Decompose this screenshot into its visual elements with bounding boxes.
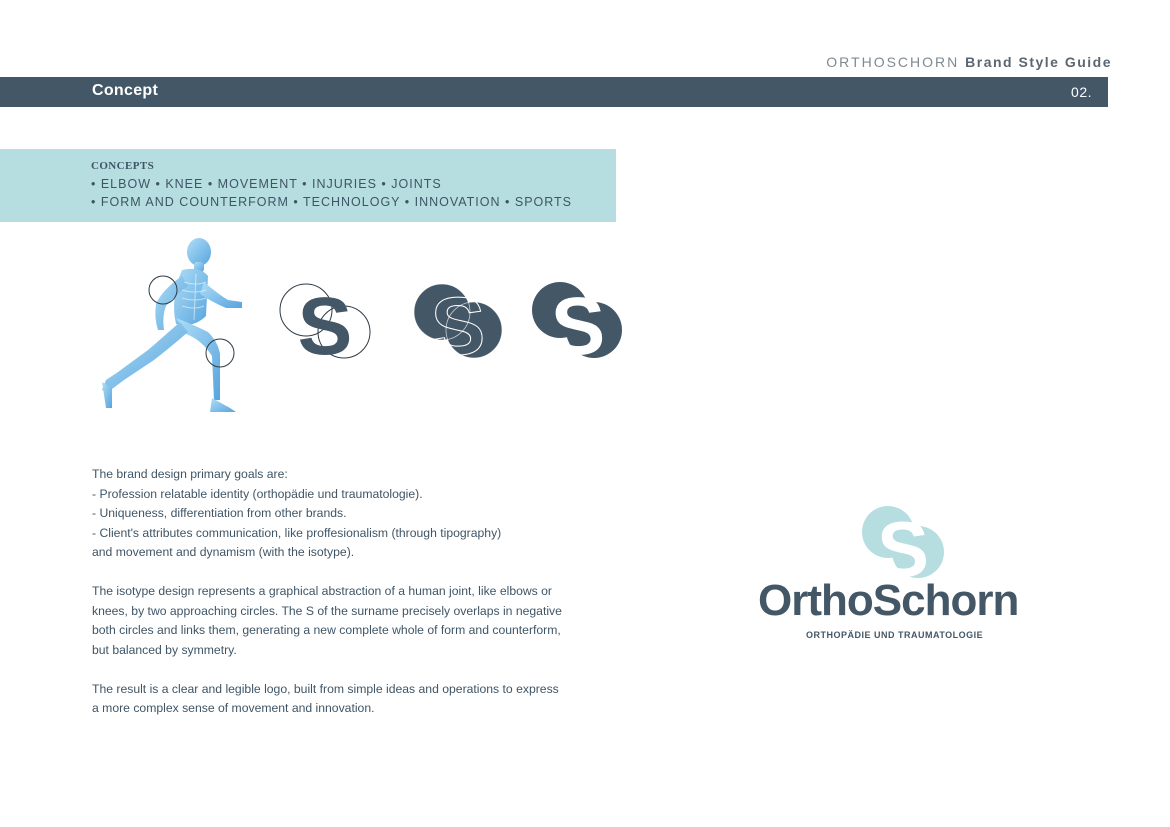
svg-text:S: S: [550, 282, 606, 362]
orthoschorn-logo: [758, 506, 1058, 646]
paragraph-goals: [92, 465, 652, 563]
text-line: - Uniqueness, differentiation from other brands.: [92, 506, 347, 520]
svg-text:S: S: [297, 282, 353, 362]
header-title: [826, 54, 1112, 70]
svg-text:S: S: [430, 282, 486, 362]
text-line: knees, by two approaching circles. The S of the surname precisely overlaps in negative: [92, 603, 562, 618]
paragraph-result: [92, 680, 652, 719]
paragraph-isotype: [92, 582, 652, 660]
concepts-line-2: • FORM AND COUNTERFORM • TECHNOLOGY • INNOVATION • SPORTS: [91, 195, 573, 209]
isotype-final-illustration: [530, 282, 626, 362]
text-line: - Profession relatable identity (orthopädie und traumatologie).: [92, 486, 423, 501]
isotype-step-1-illustration: [278, 282, 374, 362]
text-line: - Client's attributes communication, like proffesionalism (through tipography): [92, 525, 502, 540]
text-line: a more complex sense of movement and innovation.: [92, 701, 375, 715]
section-title: Concept: [92, 82, 159, 99]
text-line: both circles and links them, generating a new complete whole of form and counterform,: [92, 623, 561, 637]
header-brand: ORTHOSCHORN: [826, 54, 960, 70]
text-line: The brand design primary goals are:: [92, 467, 288, 481]
title-bar: [0, 77, 1108, 107]
text-line: The isotype design represents a graphical abstraction of a human joint, like elbows or: [92, 584, 552, 598]
logo-wordmark: OrthoSchorn: [758, 576, 1019, 625]
svg-text:S: S: [876, 506, 930, 582]
running-figure-illustration: [96, 232, 246, 414]
text-line: but balanced by symmetry.: [92, 642, 237, 657]
concepts-box: [0, 149, 616, 222]
concepts-line-1: • ELBOW • KNEE • MOVEMENT • INJURIES • JOINTS: [91, 177, 442, 191]
body-text: [92, 465, 652, 738]
page-number: 02.: [1071, 84, 1092, 100]
logo-isotype-icon: [858, 506, 948, 582]
isotype-step-2-illustration: [410, 282, 506, 362]
text-line: and movement and dynamism (with the isotype).: [92, 545, 355, 559]
text-line: The result is a clear and legible logo, built from simple ideas and operations to express: [92, 681, 559, 696]
concepts-heading: CONCEPTS: [91, 160, 155, 172]
header-guide: Brand Style Guide: [965, 54, 1112, 70]
logo-tagline: ORTHOPÄDIE UND TRAUMATOLOGIE: [806, 630, 984, 640]
